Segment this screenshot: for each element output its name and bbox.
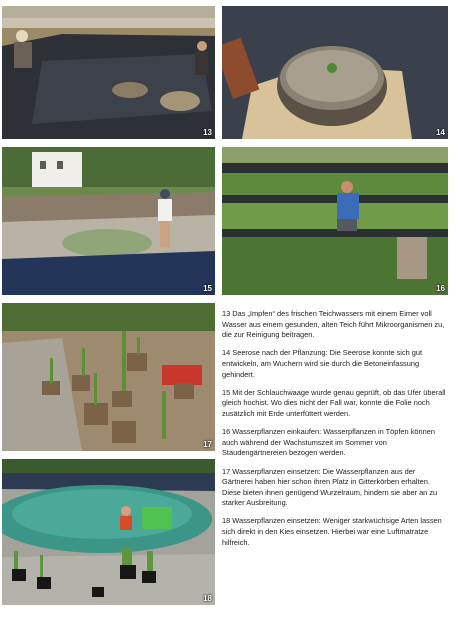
photo-number: 16 [436,284,445,293]
caption-18: 18 Wasserpflanzen einsetzen: Weniger starkwüchsige Arten lassen sich direkt in den Kies einsetzen. Hierbei war eine Luftmatratze hilfreich. [222,516,442,547]
photo-number: 14 [436,128,445,137]
photo-number: 15 [203,284,212,293]
photo-number: 13 [203,128,212,137]
caption-16: 16 Wasserpflanzen einkaufen: Wasserpflanzen in Töpfen können auch während der Wachstumszeit im Sommer von Staudengärtnereien bezogen werden. [222,427,435,458]
caption-13: 13 Das „Impfen“ des frischen Teichwassers mit einem Eimer voll Wasser aus einem gesunden, alten Teich führt Mikroorganismen zu, die zur Reinigung beitragen. [222,309,445,340]
caption-15: 15 Mit der Schlauchwaage wurde genau geprüft, ob das Ufer überall gleich hochist. Wo dies nicht der Fall war, konnte die Folie noch zusätzlich mit Erde unterfüttert werden. [222,387,446,418]
caption-17: 17 Wasserpflanzen einsetzen: Die Wasserpflanzen aus der Gärtnerei haben hier schon ihren Platz in Gitterkörben erhalten. Diese bieten ihnen genügend Wurzelraum, hindern sie aber an zu starker Ausbreitung. [222,466,438,508]
photo-number: 17 [203,440,212,449]
photo-16 [222,147,448,295]
photo-14 [222,6,448,139]
caption-14: 14 Seerose nach der Pflanzung: Die Seerose konnte sich gut entwickeln, am Wuchern wird sie durch die Betoneinfassung gehindert. [222,348,423,379]
photo-13 [2,6,215,139]
caption-list [222,309,448,556]
photo-18 [2,459,215,605]
photo-17 [2,303,215,451]
photo-15 [2,147,215,295]
photo-number: 18 [203,594,212,603]
